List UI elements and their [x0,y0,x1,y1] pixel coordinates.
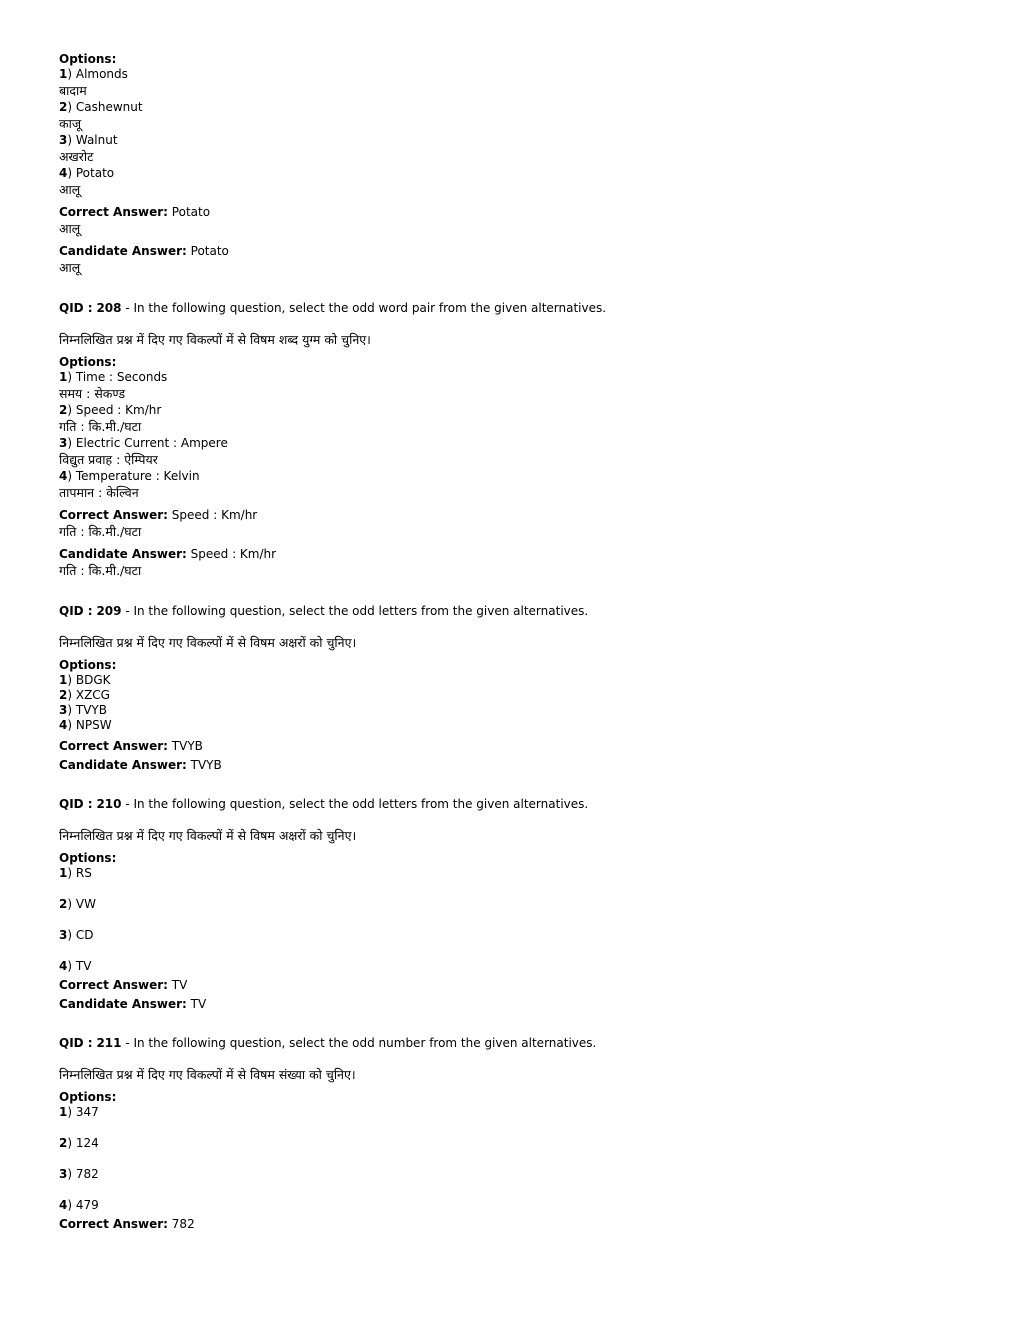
question-text-hindi: निम्नलिखित प्रश्न में दिए गए विकल्पों में से विषम अक्षरों को चुनिए। [59,828,357,843]
option-4: 4) Potato [59,166,115,180]
option-1: 1) Almonds [59,67,128,81]
options-heading: Options: [59,851,117,865]
question-208 [59,301,959,580]
correct-answer: Correct Answer: Potato [59,205,211,219]
question-text: QID : 208 - In the following question, select the odd word pair from the given alternatives. [59,301,607,315]
question-text: QID : 209 - In the following question, select the odd letters from the given alternatives. [59,604,589,618]
correct-answer: Correct Answer: 782 [59,1217,195,1231]
question-211 [59,1036,959,1232]
option-3: 3) CD [59,928,94,942]
option-2: 2) XZCG [59,688,110,702]
option-2: 2) Speed : Km/hr [59,403,162,417]
options-heading: Options: [59,658,117,672]
question-text: QID : 211 - In the following question, select the odd number from the given alternatives. [59,1036,597,1050]
question-text-hindi: निम्नलिखित प्रश्न में दिए गए विकल्पों में से विषम शब्द युग्म को चुनिए। [59,332,371,347]
option-4: 4) TV [59,959,92,973]
option-2: 2) Cashewnut [59,100,143,114]
correct-answer: Correct Answer: TVYB [59,739,203,753]
option-2-hindi: काजू [59,116,82,131]
options-heading: Options: [59,355,117,369]
option-3-hindi: विद्युत प्रवाह : ऐम्पियर [59,452,158,467]
question-paper [59,52,959,1232]
option-1: 1) BDGK [59,673,111,687]
option-2-hindi: गति : कि.मी./घटा [59,419,142,434]
option-1-hindi: समय : सेकण्ड [59,386,126,401]
candidate-answer-hindi: आलू [59,260,81,275]
option-3: 3) Electric Current : Ampere [59,436,228,450]
question-210 [59,797,959,1012]
option-1: 1) 347 [59,1105,99,1119]
candidate-answer: Candidate Answer: Speed : Km/hr [59,547,277,561]
option-1: 1) RS [59,866,92,880]
options-heading: Options: [59,1090,117,1104]
option-4: 4) Temperature : Kelvin [59,469,200,483]
option-3: 3) TVYB [59,703,107,717]
candidate-answer-hindi: गति : कि.मी./घटा [59,563,142,578]
option-1-hindi: बादाम [59,83,87,98]
option-4: 4) 479 [59,1198,99,1212]
question-209 [59,604,959,773]
option-3: 3) 782 [59,1167,99,1181]
option-4-hindi: तापमान : केल्विन [59,485,139,500]
question-prev [59,52,959,277]
option-3: 3) Walnut [59,133,118,147]
option-2: 2) VW [59,897,96,911]
question-text-hindi: निम्नलिखित प्रश्न में दिए गए विकल्पों में से विषम अक्षरों को चुनिए। [59,635,357,650]
option-3-hindi: अखरोट [59,149,94,164]
correct-answer-hindi: गति : कि.मी./घटा [59,524,142,539]
candidate-answer: Candidate Answer: TV [59,997,207,1011]
options-heading: Options: [59,52,117,66]
option-1: 1) Time : Seconds [59,370,168,384]
option-4-hindi: आलू [59,182,81,197]
option-2: 2) 124 [59,1136,99,1150]
question-text: QID : 210 - In the following question, select the odd letters from the given alternatives. [59,797,589,811]
candidate-answer: Candidate Answer: Potato [59,244,229,258]
option-4: 4) NPSW [59,718,112,732]
correct-answer: Correct Answer: Speed : Km/hr [59,508,258,522]
correct-answer-hindi: आलू [59,221,81,236]
candidate-answer: Candidate Answer: TVYB [59,758,222,772]
correct-answer: Correct Answer: TV [59,978,188,992]
question-text-hindi: निम्नलिखित प्रश्न में दिए गए विकल्पों में से विषम संख्या को चुनिए। [59,1067,356,1082]
